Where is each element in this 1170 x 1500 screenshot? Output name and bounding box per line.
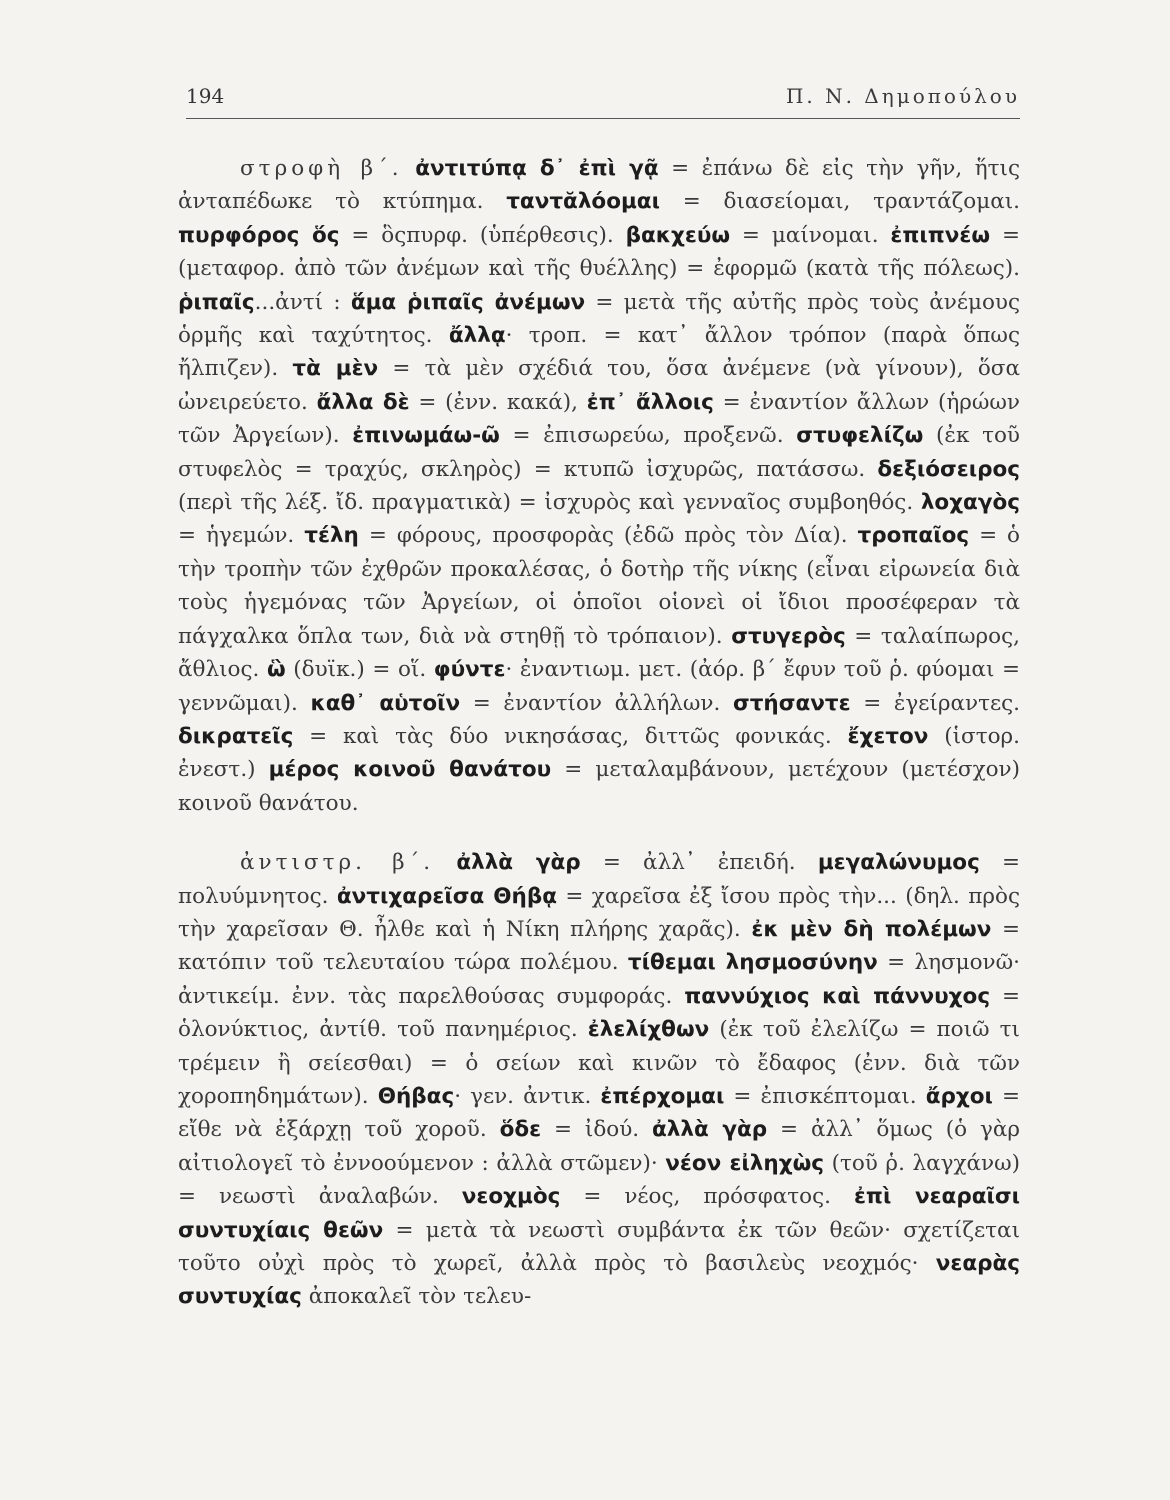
gloss-text: (τοῦ ῥ. λαγχάνω) = νεωστὶ ἀναλαβών. [178, 1150, 1020, 1210]
lemma: ἐπὶ νεαραῖσι συντυχίαις θεῶν [178, 1184, 1020, 1243]
gloss-text: = μετὰ τῆς αὐτῆς πρὸς τοὺς ἀνέμους ὁρμῆς καὶ ταχύτητος. [178, 289, 1021, 349]
gloss-text: = χαρεῖσα ἐξ ἴσου πρὸς τὴν... (δηλ. πρὸς τὴν χαρεῖσαν Θ. ἦλθε καὶ ἡ Νίκη πλήρης χαρᾶς). [178, 883, 1020, 942]
gloss-text: (δυϊκ.) = οἵ. [285, 657, 434, 683]
gloss-text [403, 156, 416, 181]
gloss-text: = ἐγείραντες. [850, 690, 1020, 716]
gloss-text: · γεν. ἀντικ. [454, 1083, 601, 1109]
gloss-text: = νέος, πρόσφατος. [560, 1184, 854, 1210]
gloss-text: = ἐπισωρεύω, προξενῶ. [499, 423, 797, 449]
gloss-text: (ἐκ τοῦ στυφελὸς = τραχύς, σκληρὸς) = κτυπῶ ἰσχυρῶς, πατάσσω. [178, 423, 1020, 482]
lemma: δικρατεῖς [178, 723, 294, 749]
lemma: Θήβας [377, 1083, 455, 1109]
gloss-text: (ἱστορ. ἐνεστ.) [178, 723, 1021, 783]
gloss-text: · ἐναντιωμ. μετ. (ἀόρ. β΄ ἔφυν τοῦ ῥ. φύομαι = γεννῶμαι). [178, 657, 1020, 716]
gloss-text: (περὶ τῆς λέξ. ἴδ. πραγματικὰ) = ἰσχυρὸς καὶ γενναῖος συμβοηθός. [178, 490, 921, 516]
lemma: ἐπ᾿ ἄλλοις [586, 389, 714, 415]
gloss-text: = διασείομαι, τραντάζομαι. [659, 189, 1020, 215]
gloss-text: (ἐκ τοῦ ἐλελίζω = ποιῶ τι τρέμειν ἢ σείεσθαι) = ὁ σείων καὶ κινῶν τὸ ἔδαφος (ἐνν. διὰ τῶν χοροπηδημάτων). [178, 1017, 1020, 1109]
gloss-text: = μετὰ τὰ νεωστὶ συμβάντα ἐκ τῶν θεῶν· σχετίζεται τοῦτο οὐχὶ πρὸς τὸ χωρεῖ, ἀλλὰ πρὸς τὸ βασιλεὺς νεοχμός· [178, 1217, 1020, 1276]
lemma: ὅδε [499, 1117, 542, 1143]
gloss-text: = ὃςπυρφ. (ὑπέρθεσις). [339, 222, 626, 248]
lemma: δεξιόσειρος [877, 456, 1020, 482]
gloss-text: = ὁ τὴν τροπὴν τῶν ἐχθρῶν προκαλέσας, ὁ δοτὴρ τῆς νίκης (εἶναι εἰρωνεία διὰ τοὺς ἡγεμόνας τῶν Ἀργείων, οἱ ὁποῖοι οἱονεὶ οἱ ἴδιοι προσέφεραν τὰ πάγχαλκα ὅπλα των, διὰ νὰ στηθῇ τὸ τρόπαιον). [178, 523, 1020, 649]
lemma: μέρος κοινοῦ θανάτου [268, 757, 552, 783]
lemma: ἀλλὰ γὰρ [652, 1117, 768, 1143]
gloss-text: = ἰδού. [541, 1117, 653, 1143]
page-header [186, 78, 1020, 119]
lemma: στήσαντε [732, 690, 851, 716]
gloss-text: = ἐναντίον ἄλλων (ἡρώων τῶν Ἀργείων). [178, 389, 1020, 449]
gloss-text: = εἴθε νὰ ἐξάρχῃ τοῦ χοροῦ. [178, 1083, 1020, 1143]
gloss-text: · τροπ. = κατ᾿ ἄλλον τρόπον (παρὰ ὅπως ἤλπιζεν). [178, 323, 1021, 382]
gloss-text: = λησμονῶ· ἀντικείμ. ἐνν. τὰς παρελθούσας συμφοράς. [178, 950, 1020, 1009]
lemma: ἄρχοι [925, 1083, 993, 1109]
lemma: πυρφόρος ὅς [178, 222, 340, 248]
lemma: τὰ μὲν [292, 356, 379, 382]
lemma: ἐκ μὲν δὴ πολέμων [751, 916, 992, 942]
lemma: ἀλλὰ γὰρ [456, 850, 581, 876]
gloss-text: = μαίνομαι. [730, 222, 891, 248]
gloss-text: = πολυύμνητος. [178, 850, 1020, 909]
gloss-text: = ἐναντίον ἀλλήλων. [460, 690, 733, 716]
lemma: μεγαλώνυμος [817, 850, 980, 876]
lemma: νεαρὰς συντυχίας [178, 1251, 1020, 1310]
lemma: ῥιπαῖς [178, 289, 255, 315]
lemma: καθ᾿ αὑτοῖν [310, 690, 461, 716]
gloss-text: = ἀλλ᾿ ὅμως (ὁ γὰρ αἰτιολογεῖ τὸ ἐννοούμενον : ἀλλὰ στῶμεν)· [178, 1117, 1020, 1176]
lemma: παννύχιος καὶ πάννυχος [684, 983, 991, 1009]
lemma: ἄλλα δὲ [316, 389, 410, 415]
gloss-text: = κατόπιν τοῦ τελευταίου τώρα πολέμου. [178, 916, 1021, 976]
gloss-text: = ἀλλ᾿ ἐπειδή. [580, 850, 818, 876]
lemma: τέλη [304, 523, 359, 549]
lemma: ἅμα ῥιπαῖς ἀνέμων [350, 289, 586, 315]
lemma: ταντᾰλόομαι [506, 189, 660, 215]
gloss-text: = ἐπισκέπτομαι. [724, 1083, 926, 1109]
gloss-text: = (μεταφορ. ἀπὸ τῶν ἀνέμων καὶ τῆς θυέλλης) = ἐφορμῶ (κατὰ τῆς πόλεως). [178, 222, 1020, 282]
gloss-text: = ὁλονύκτιος, ἀντίθ. τοῦ πανημέριος. [178, 983, 1020, 1043]
lemma: ἀντιχαρεῖσα Θήβᾳ [336, 883, 558, 909]
page-number: 194 [186, 84, 225, 108]
gloss-text: = (ἐνν. κακά), [409, 389, 587, 415]
gloss-text: = μεταλαμβάνουν, μετέχουν (μετέσχον) κοινοῦ θανάτου. [178, 757, 1021, 816]
lemma: τίθεμαι λησμοσύνην [627, 950, 878, 976]
lemma: ἄλλᾳ [448, 323, 506, 349]
lemma: λοχαγὸς [920, 490, 1020, 516]
lemma: νεοχμὸς [461, 1184, 561, 1210]
lemma: στυφελίζω [796, 423, 924, 449]
gloss-text: ἀποκαλεῖ τὸν τελευ- [301, 1284, 532, 1310]
lemma: φύντε [433, 657, 506, 683]
section-label: ἀντιστρ. β΄. [240, 850, 435, 876]
lemma: ἔχετον [847, 723, 929, 749]
running-head: Π. Ν. Δημοπούλου [785, 84, 1020, 108]
lemma: ἐπιπνέω [890, 222, 991, 248]
gloss-text: = τὰ μὲν σχέδιά του, ὅσα ἀνέμενε (νὰ γίνουν), ὅσα ὠνειρεύετο. [178, 356, 1020, 415]
lemma: ὣ [266, 657, 286, 683]
lemma: νέον εἰληχὼς [665, 1150, 825, 1176]
gloss-text: = καὶ τὰς δύο νικησάσας, διττῶς φονικάς. [293, 723, 848, 749]
gloss-text [434, 850, 456, 875]
gloss-text: = φόρους, προσφορὰς (ἐδῶ πρὸς τὸν Δία). [358, 523, 858, 549]
lemma: τροπαῖος [857, 523, 970, 549]
lemma: στυγερὸς [731, 623, 846, 649]
gloss-text: = ἡγεμών. [178, 523, 305, 549]
lemma: βακχεύω [625, 222, 731, 248]
lemma: ἐπινωμάω-ῶ [352, 423, 500, 449]
section-label: στροφὴ β΄. [240, 156, 403, 181]
lemma: ἐλελίχθων [587, 1017, 710, 1043]
commentary-body [178, 152, 1020, 1314]
gloss-text: ...ἀντί : [254, 289, 351, 315]
gloss-text: = ταλαίπωρος, ἄθλιος. [178, 623, 1020, 683]
lemma: ἀντιτύπᾳ δ᾿ ἐπὶ γᾷ [415, 156, 659, 181]
gloss-text: = ἐπάνω δὲ εἰς τὴν γῆν, ἥτις ἀνταπέδωκε τὸ κτύπημα. [178, 156, 1020, 215]
commentary-antistrophe-paragraph [178, 846, 1020, 1314]
lemma: ἐπέρχομαι [600, 1083, 725, 1109]
commentary-strophe-paragraph [178, 152, 1020, 820]
